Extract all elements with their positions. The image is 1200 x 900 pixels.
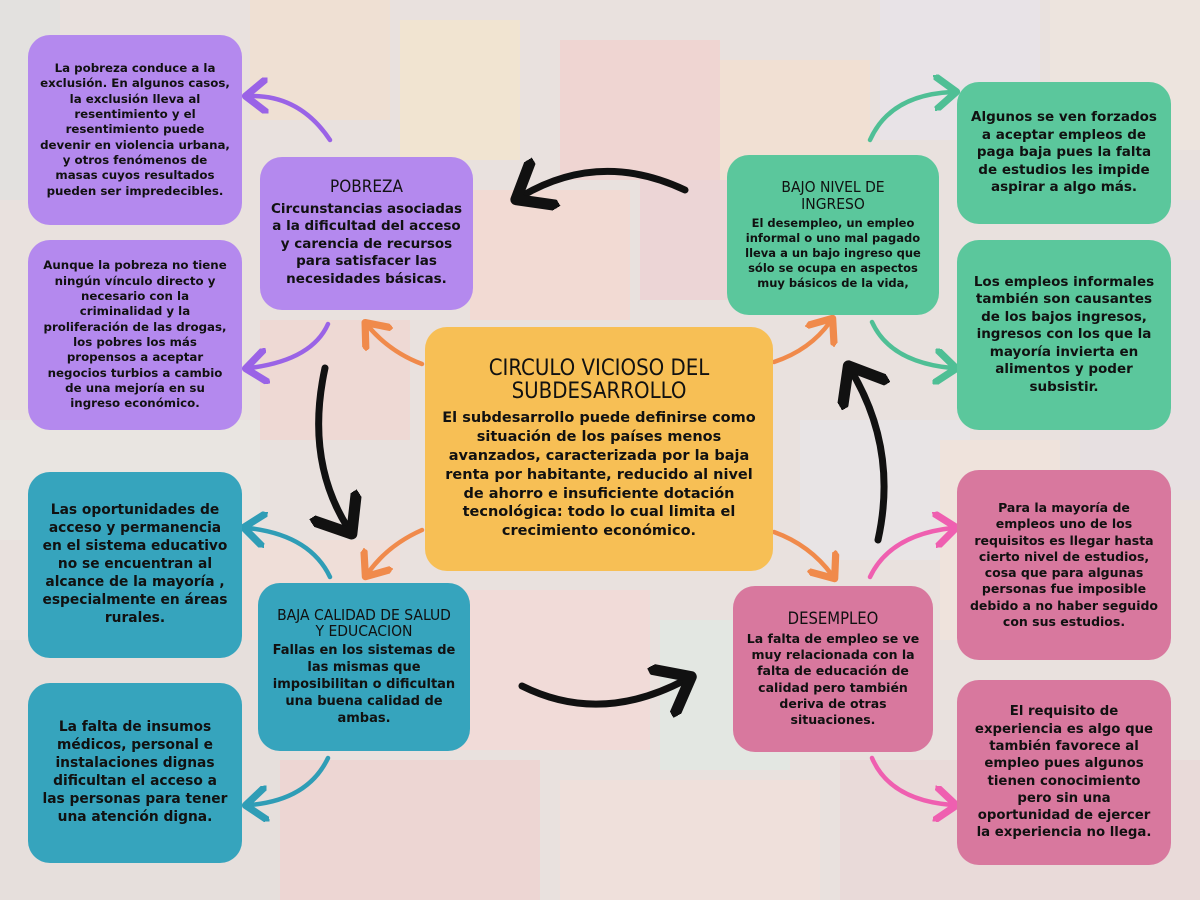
ingreso-detail-2 [957, 240, 1171, 430]
desempleo-detail-1-text: Para la mayoría de empleos uno de los requisitos es llegar hasta cierto nivel de estudios, cosa que para algunas personas fue imposible debido a no haber seguido con sus estudios. [969, 500, 1159, 629]
desempleo-text: La falta de empleo se ve muy relacionada con la falta de educación de calidad pero también deriva de otras situaciones. [746, 630, 920, 728]
ingreso-detail-1-text: Algunos se ven forzados a aceptar empleos de paga baja pues la falta de estudios les impide aspirar a algo más. [971, 109, 1157, 196]
ingreso-text: El desempleo, un empleo informal o uno mal pagado lleva a un bajo ingreso que sólo se ocupa en aspectos muy básicos de la vida, [745, 215, 921, 290]
salud-text: Fallas en los sistemas de las mismas que imposibilitan o dificultan una buena calidad de ambas. [272, 643, 456, 726]
ingreso-title: BAJO NIVEL DE INGRESO [781, 178, 885, 213]
pobreza-detail-1-text: La pobreza conduce a la exclusión. En algunos casos, la exclusión lleva al resentimiento y el resentimiento puede devenir en violencia urbana, y otros fenómenos de masas cuyos resultados pueden ser impredecibles. [40, 61, 230, 198]
center-text: El subdesarrollo puede definirse como situación de los países menos avanzados, caracterizada por la baja renta por habitante, reducido al nivel de ahorro e insuficiente dotación tecnológica: todo lo cual limita el crecimiento económico. [442, 410, 756, 540]
pobreza-title: POBREZA [330, 176, 403, 197]
salud-box [258, 583, 470, 751]
salud-detail-1 [28, 472, 242, 658]
pobreza-detail-1 [28, 35, 242, 225]
ingreso-detail-2-text: Los empleos informales también son causantes de los bajos ingresos, ingresos con los que la mayoría invierta en alimentos y poder subsistir. [973, 273, 1155, 395]
center-box [425, 327, 773, 571]
salud-detail-2-text: La falta de insumos médicos, personal e instalaciones dignas dificultan el acceso a las personas para tener una atención digna. [42, 719, 228, 825]
desempleo-detail-1 [957, 470, 1171, 660]
salud-detail-2 [28, 683, 242, 863]
pobreza-text: Circunstancias asociadas a la dificultad del acceso y carencia de recursos para satisfacer las necesidades básicas. [270, 200, 463, 287]
desempleo-detail-2-text: El requisito de experiencia es algo que también favorece al empleo pues algunos tienen conocimiento pero sin una oportunidad de ejercer la experiencia no llega. [974, 704, 1154, 841]
center-title: CIRCULO VICIOSO DEL SUBDESARROLLO [488, 355, 710, 405]
pobreza-detail-2-text: Aunque la pobreza no tiene ningún vínculo directo y necesario con la criminalidad y la proliferación de las drogas, los pobres los más propensos a aceptar negocios turbios a cambio de una mejoría en su ingreso económico. [43, 258, 227, 411]
pobreza-box [260, 157, 473, 310]
desempleo-box [733, 586, 933, 752]
desempleo-title: DESEMPLEO [787, 608, 879, 628]
salud-title: BAJA CALIDAD DE SALUD Y EDUCACION [277, 605, 451, 640]
ingreso-box [727, 155, 939, 315]
desempleo-detail-2 [957, 680, 1171, 865]
ingreso-detail-1 [957, 82, 1171, 224]
pobreza-detail-2 [28, 240, 242, 430]
salud-detail-1-text: Las oportunidades de acceso y permanencia en el sistema educativo no se encuentran al alcance de la mayoría , especialmente en áreas rurales. [42, 502, 228, 626]
